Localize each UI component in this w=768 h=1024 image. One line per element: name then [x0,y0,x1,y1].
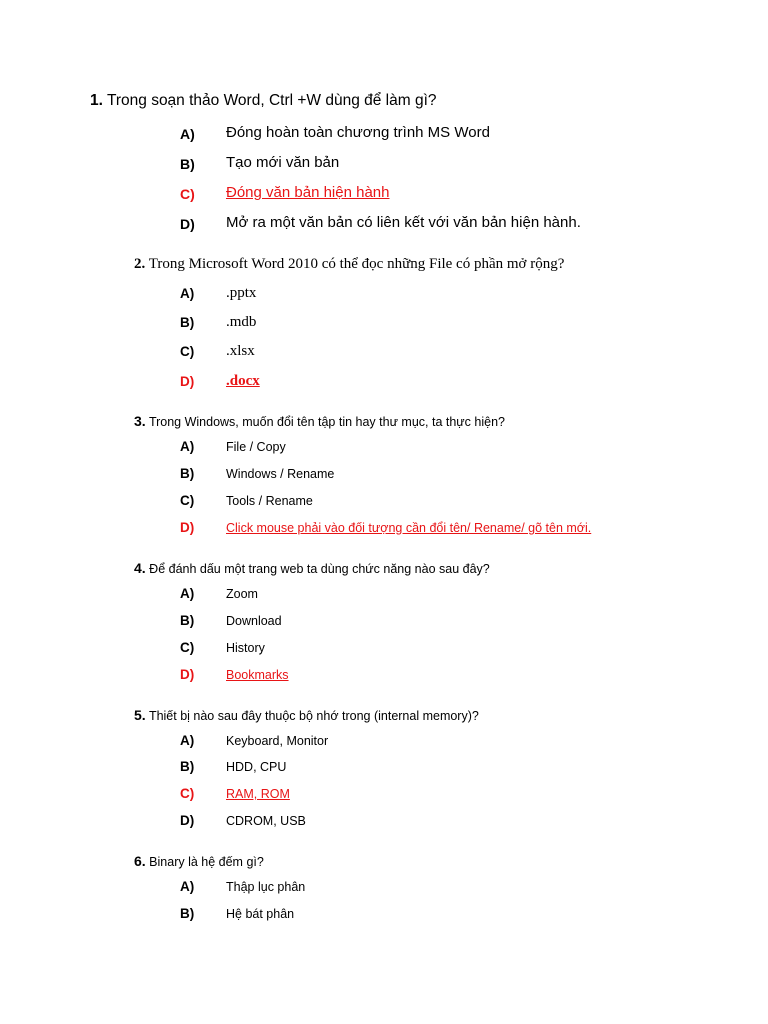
question-number: 6. [134,853,146,869]
question-4 [134,560,490,576]
option-letter: A) [180,733,195,748]
question-text: Trong Windows, muốn đổi tên tập tin hay thư mục, ta thực hiện? [148,415,505,429]
option-text: HDD, CPU [226,760,287,774]
question-text: Trong Microsoft Word 2010 có thể đọc những File có phần mở rộng? [148,256,565,272]
option-letter: D) [180,813,195,828]
option-letter: A) [180,126,195,142]
option-text: RAM, ROM [226,787,290,801]
question-text: Binary là hệ đếm gì? [149,855,264,869]
question-5 [134,707,479,723]
option-text: Zoom [226,587,258,601]
question-text: Trong soạn thảo Word, Ctrl +W dùng để làm gì? [106,92,437,109]
option-letter: A) [180,286,195,301]
option-letter: C) [180,786,195,801]
option-text: Download [226,614,282,628]
option-letter: B) [180,315,195,330]
option-text: Tạo mới văn bản [226,154,340,171]
option-text: .pptx [226,285,257,301]
option-letter: D) [180,216,195,232]
option-letter: B) [180,906,195,921]
option-letter: B) [180,156,195,172]
question-number: 3. [134,413,146,429]
option-letter: B) [180,759,195,774]
option-text: .xlsx [226,343,255,359]
option-letter: C) [180,186,195,202]
option-text: History [226,641,265,655]
option-letter: C) [180,344,195,359]
option-letter: A) [180,439,195,454]
option-text: Hệ bát phân [226,907,295,921]
option-letter: A) [180,879,195,894]
option-text: Mở ra một văn bản có liên kết với văn bản hiện hành. [226,214,581,231]
question-number: 4. [134,560,146,576]
option-letter: D) [180,374,195,389]
question-2 [134,256,564,273]
option-text: Windows / Rename [226,467,335,481]
option-text: .docx [226,373,260,389]
option-letter: A) [180,586,195,601]
question-number: 5. [134,707,146,723]
question-number: 2. [134,256,146,272]
question-1 [90,92,437,110]
option-text: Thập lục phân [226,880,306,894]
question-text: Thiết bị nào sau đây thuộc bộ nhớ trong (internal memory)? [148,709,479,723]
option-letter: D) [180,667,195,682]
option-text: Đóng hoàn toàn chương trình MS Word [226,124,490,141]
question-number: 1. [90,92,103,109]
option-letter: D) [180,520,195,535]
option-letter: B) [180,613,195,628]
option-text: .mdb [226,314,257,330]
question-6 [134,853,264,869]
option-text: CDROM, USB [226,814,306,828]
option-text: Bookmarks [226,668,289,682]
question-text: Để đánh dấu một trang web ta dùng chức năng nào sau đây? [149,562,490,576]
option-letter: C) [180,493,195,508]
option-text: Keyboard, Monitor [226,734,329,748]
option-text: File / Copy [226,440,286,454]
option-text: Đóng văn bản hiện hành [226,184,390,201]
option-letter: B) [180,466,195,481]
option-text: Click mouse phải vào đối tượng cần đổi tên/ Rename/ gõ tên mới. [226,521,592,535]
question-3 [134,413,505,429]
option-text: Tools / Rename [226,494,313,508]
option-letter: C) [180,640,195,655]
